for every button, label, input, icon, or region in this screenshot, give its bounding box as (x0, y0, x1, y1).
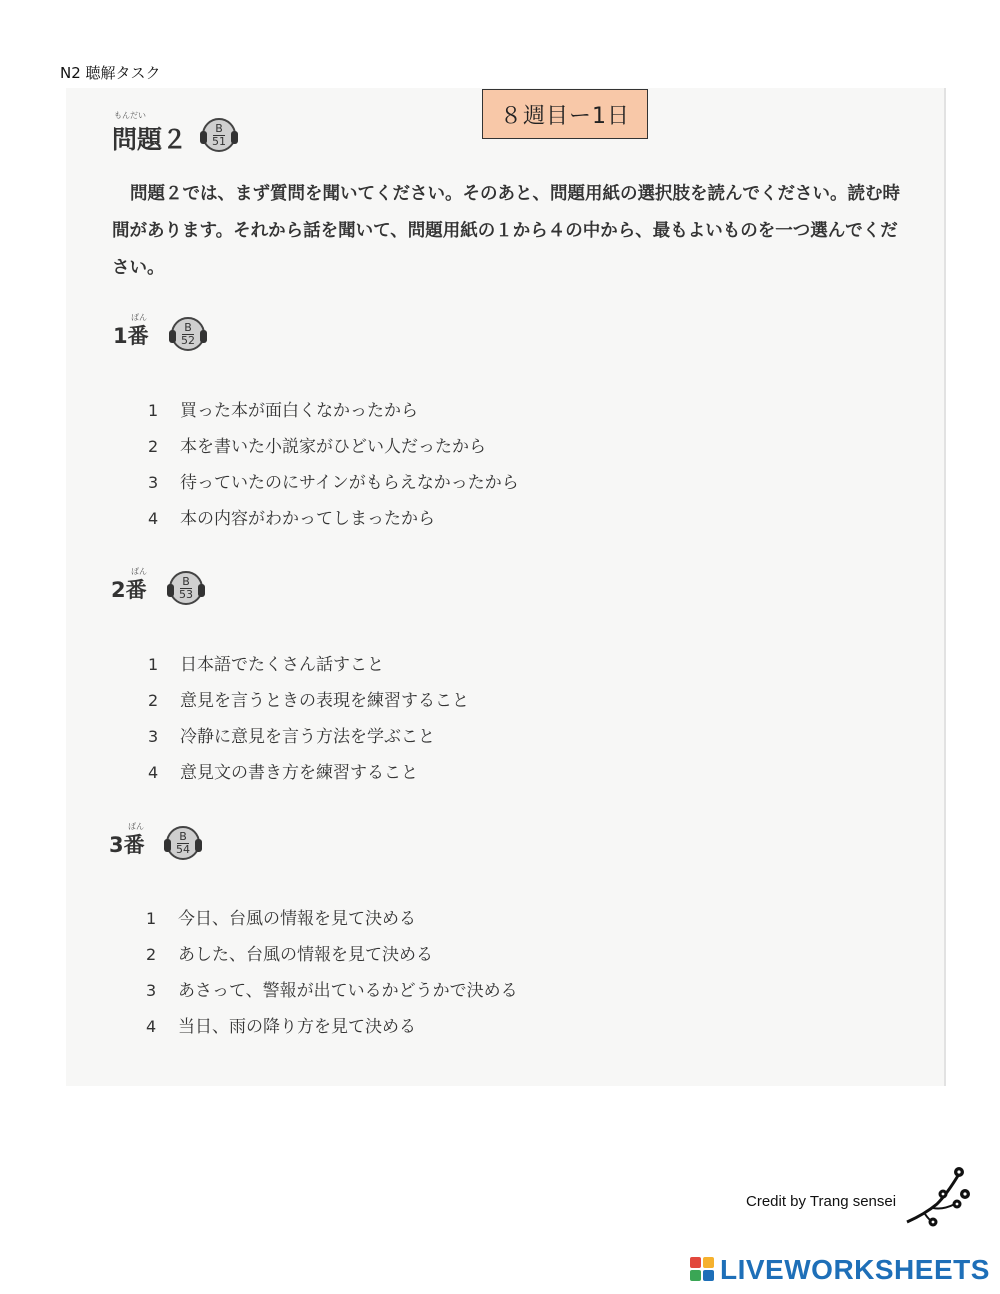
choice-number: 4 (146, 1017, 157, 1036)
q3-ruby: ばん (128, 822, 144, 831)
choice-text: あさって、警報が出ているかどうかで決める (178, 981, 518, 1001)
credit-text: Credit by Trang sensei (746, 1193, 897, 1210)
q2-choice-2[interactable] (148, 686, 469, 711)
cd-number: 53 (179, 587, 193, 601)
liveworksheets-logo[interactable] (690, 1252, 990, 1288)
choice-number: 3 (148, 473, 159, 492)
cd-letter: B (179, 829, 187, 843)
cherry-blossom-icon (903, 1164, 973, 1228)
choice-text: 意見文の書き方を練習すること (180, 763, 418, 783)
instructions: 問題２では、まず質問を聞いてください。そのあと、問題用紙の選択肢を読んでください。読む時間があります。それから話を聞いて、問題用紙の１から４の中から、最もよいものを一つ選んでください。 (112, 184, 900, 278)
q1-choice-1[interactable] (148, 396, 418, 421)
choice-number: 1 (148, 401, 159, 420)
mondai-ruby: もんだい (114, 111, 146, 120)
choice-text: 日本語でたくさん話すこと (180, 655, 384, 675)
choice-text: 本を書いた小説家がひどい人だったから (180, 437, 486, 457)
q3-choice-2[interactable] (146, 940, 433, 965)
audio-track-icon[interactable] (166, 826, 200, 860)
choice-number: 2 (146, 945, 157, 964)
q1-ruby: ばん (131, 313, 147, 322)
choice-text: 意見を言うときの表現を練習すること (180, 691, 469, 711)
choice-text: 冷静に意見を言う方法を学ぶこと (180, 727, 435, 747)
cd-letter: B (215, 121, 223, 135)
choice-number: 1 (148, 655, 159, 674)
audio-track-icon[interactable] (169, 571, 203, 605)
q2-title: 2番 (111, 578, 147, 602)
header-label: N2 聴解タスク (60, 64, 161, 82)
q2-choice-4[interactable] (148, 758, 418, 783)
audio-track-icon[interactable] (171, 317, 205, 351)
mondai-title: 問題２ (112, 125, 188, 154)
q2-choice-3[interactable] (148, 722, 435, 747)
choice-text: あした、台風の情報を見て決める (178, 945, 433, 965)
choice-number: 1 (146, 909, 157, 928)
choice-number: 4 (148, 509, 159, 528)
logo-text: LIVEWORKSHEETS (720, 1254, 990, 1285)
choice-number: 2 (148, 437, 159, 456)
q1-choice-3[interactable] (148, 468, 519, 493)
q3-choice-1[interactable] (146, 904, 416, 929)
cd-number: 52 (181, 333, 195, 347)
cd-number: 51 (212, 134, 226, 148)
choice-text: 待っていたのにサインがもらえなかったから (180, 473, 519, 493)
q3-choice-4[interactable] (146, 1012, 416, 1037)
choice-text: 当日、雨の降り方を見て決める (178, 1017, 416, 1037)
week-day-badge: ８週目ー1日 (482, 89, 648, 139)
q2-choice-1[interactable] (148, 650, 384, 675)
choice-number: 4 (148, 763, 159, 782)
q2-ruby: ばん (131, 567, 147, 576)
choice-number: 2 (148, 691, 159, 710)
logo-mark-icon (690, 1257, 716, 1283)
choice-number: 3 (148, 727, 159, 746)
choice-text: 本の内容がわかってしまったから (180, 509, 435, 529)
q3-title: 3番 (109, 833, 145, 857)
cd-number: 54 (176, 842, 190, 856)
q3-choice-3[interactable] (146, 976, 518, 1001)
choice-number: 3 (146, 981, 157, 1000)
q1-title: 1番 (113, 324, 149, 348)
q1-choice-2[interactable] (148, 432, 486, 457)
choice-text: 買った本が面白くなかったから (180, 401, 418, 421)
audio-track-icon[interactable] (202, 118, 236, 152)
cd-letter: B (184, 320, 192, 334)
choice-text: 今日、台風の情報を見て決める (178, 909, 416, 929)
q1-choice-4[interactable] (148, 504, 435, 529)
cd-letter: B (182, 574, 190, 588)
